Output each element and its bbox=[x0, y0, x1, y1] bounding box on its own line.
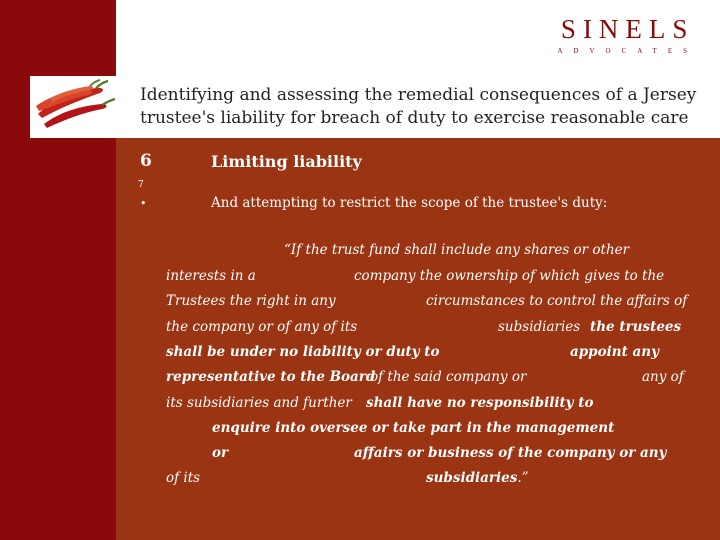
quote-line: shall have no responsibility to bbox=[366, 395, 594, 411]
quote-line: circumstances to control the affairs of bbox=[426, 293, 688, 309]
quote-line: appoint any bbox=[570, 344, 659, 360]
section-heading: Limiting liability bbox=[211, 152, 362, 171]
content-panel bbox=[116, 138, 720, 540]
quote-line: the company or of any of its bbox=[166, 319, 358, 335]
quote-fragment: .” bbox=[517, 470, 529, 486]
quote-line: affairs or business of the company or any bbox=[354, 445, 667, 461]
bullet-icon: • bbox=[140, 197, 147, 210]
quote-line: of the said company or bbox=[370, 369, 527, 385]
quote-line: “If the trust fund shall include any shares or other bbox=[284, 242, 630, 258]
quote-line: or bbox=[212, 445, 229, 461]
quote-line-end bbox=[426, 470, 529, 486]
quote-line: its subsidiaries and further bbox=[166, 395, 352, 411]
chili-peppers-image bbox=[30, 76, 120, 138]
quote-line: any of bbox=[642, 369, 684, 385]
quote-line: representative to the Board bbox=[166, 369, 376, 385]
header-panel bbox=[116, 0, 720, 78]
slide-marker: 7 bbox=[138, 180, 144, 190]
quote-fragment: subsidiaries bbox=[426, 470, 518, 486]
slide-title: Identifying and assessing the remedial consequences of a Jersey trustee's liability for breach of duty to exercise reasonable care bbox=[140, 85, 697, 128]
section-number: 6 bbox=[140, 151, 152, 171]
sinels-logo bbox=[557, 14, 698, 56]
quote-line: enquire into oversee or take part in the management bbox=[212, 420, 615, 436]
quote-line: the trustees bbox=[590, 319, 682, 335]
quote-line: Trustees the right in any bbox=[166, 293, 336, 309]
quote-line: shall be under no liability or duty to bbox=[166, 344, 440, 360]
quote-line: of its bbox=[166, 470, 201, 486]
quote-line: subsidiaries bbox=[498, 319, 581, 335]
logo-subtitle: ADVOCATES bbox=[557, 47, 698, 55]
bullet-text: And attempting to restrict the scope of the trustee's duty: bbox=[211, 195, 608, 211]
quote-line: interests in a bbox=[166, 268, 256, 284]
logo-name: SINELS bbox=[560, 14, 695, 44]
quote-line: company the ownership of which gives to the bbox=[354, 268, 665, 284]
chili-peppers-icon bbox=[30, 76, 120, 138]
title-band bbox=[116, 78, 720, 138]
